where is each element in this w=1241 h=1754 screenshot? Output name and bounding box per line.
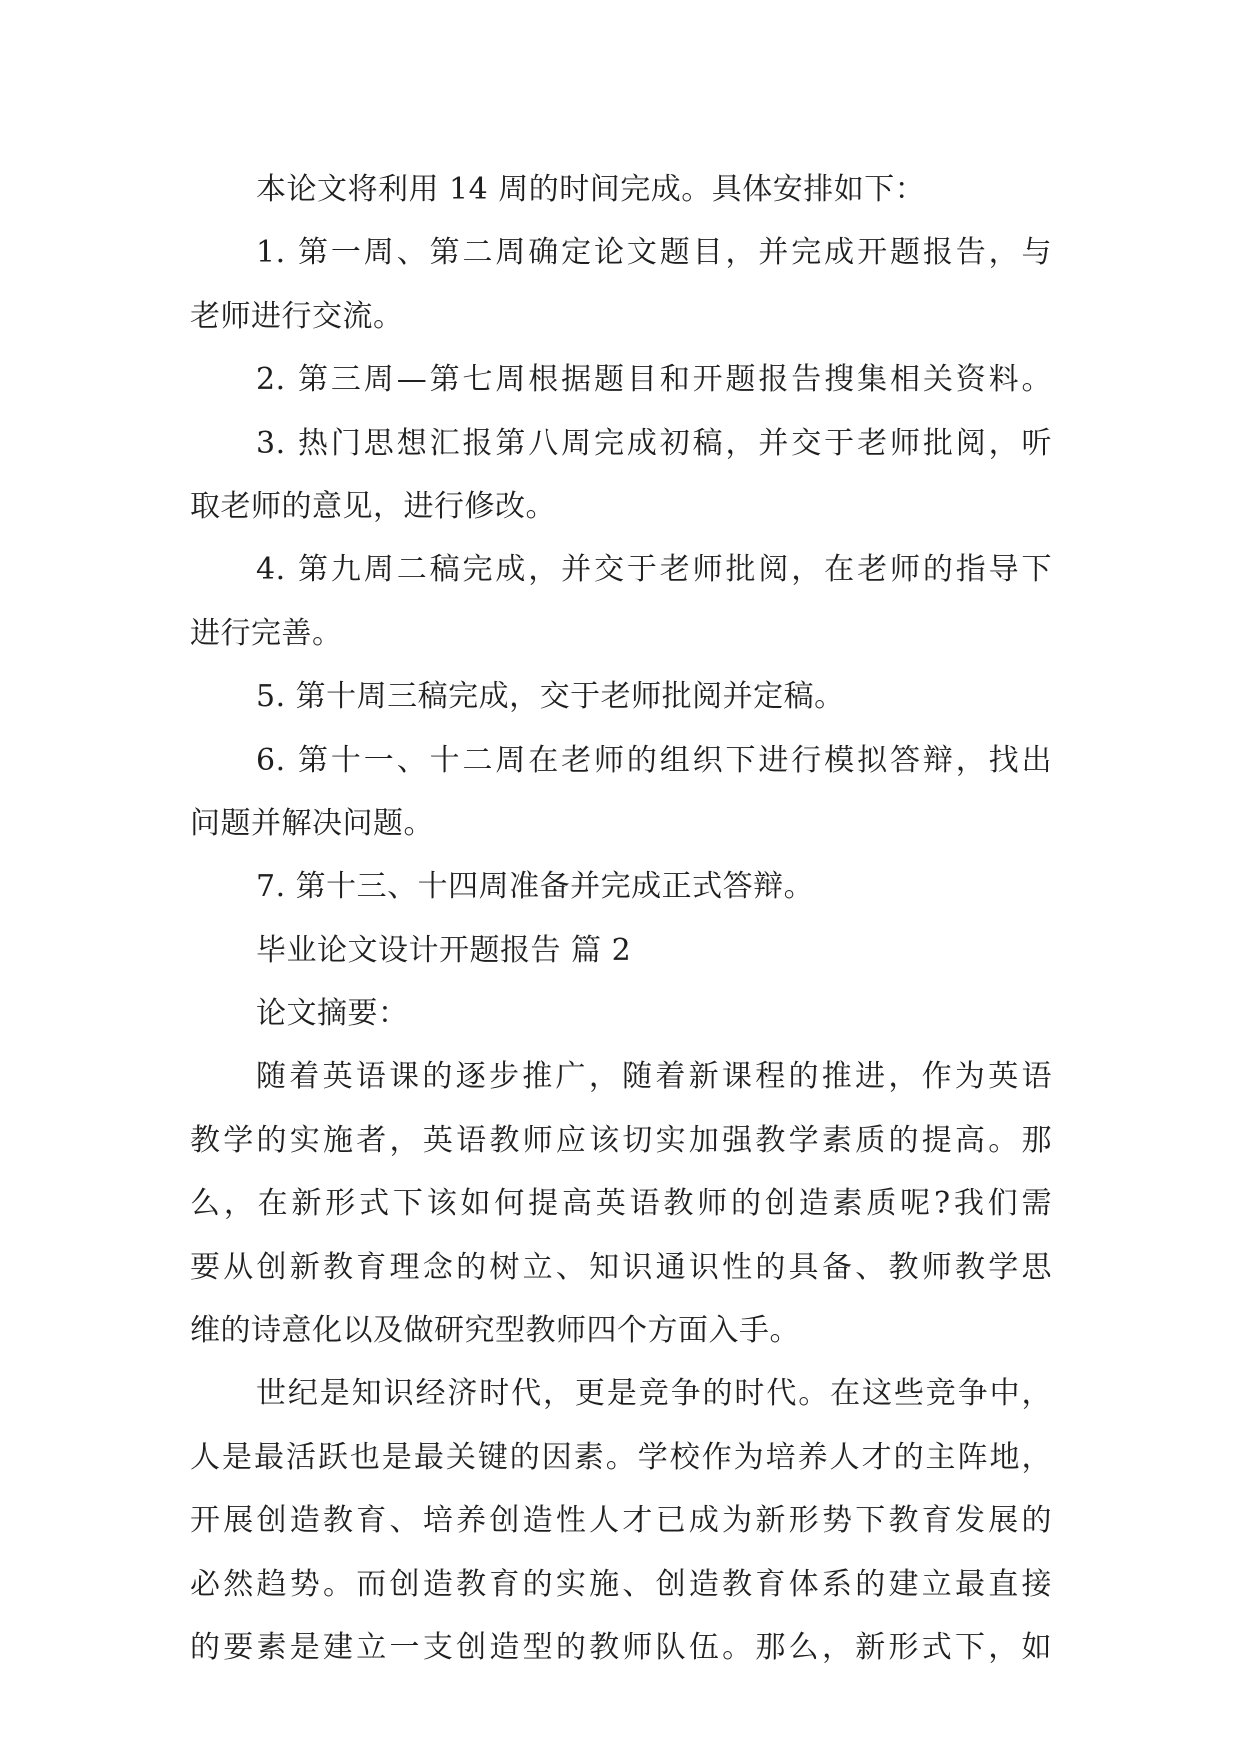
- text-line-2: 1. 第一周、第二周确定论文题目，并完成开题报告，与: [256, 235, 1052, 271]
- text-line-8: 进行完善。: [190, 615, 343, 651]
- text-line-10: 6. 第十一、十二周在老师的组织下进行模拟答辩，找出: [256, 742, 1052, 778]
- text-line-7: 4. 第九周二稿完成，并交于老师批阅，在老师的指导下: [256, 552, 1052, 588]
- text-line-22: 开展创造教育、培养创造性人才已成为新形势下教育发展的: [190, 1503, 1052, 1539]
- text-line-19: 维的诗意化以及做研究型教师四个方面入手。: [190, 1313, 800, 1349]
- text-line-5: 3. 热门思想汇报第八周完成初稿，并交于老师批阅，听: [256, 425, 1052, 461]
- text-line-23: 必然趋势。而创造教育的实施、创造教育体系的建立最直接: [190, 1566, 1052, 1602]
- section-heading: 毕业论文设计开题报告 篇 2: [256, 932, 632, 968]
- text-line-18: 要从创新教育理念的树立、知识通识性的具备、教师教学思: [190, 1249, 1052, 1285]
- text-line-16: 教学的实施者，英语教师应该切实加强教学素质的提高。那: [190, 1122, 1052, 1158]
- text-line-1: 本论文将利用 14 周的时间完成。具体安排如下：: [256, 172, 926, 207]
- text-line-21: 人是最活跃也是最关键的因素。学校作为培养人才的主阵地，: [190, 1439, 1052, 1475]
- document-body: [190, 158, 1052, 1679]
- text-line-9: 5. 第十周三稿完成，交于老师批阅并定稿。: [256, 679, 845, 715]
- text-line-15: 随着英语课的逐步推广，随着新课程的推进，作为英语: [256, 1059, 1052, 1095]
- text-line-11: 问题并解决问题。: [190, 805, 434, 841]
- text-line-12: 7. 第十三、十四周准备并完成正式答辩。: [256, 869, 815, 905]
- text-line-24: 的要素是建立一支创造型的教师队伍。那么，新形式下，如: [190, 1629, 1052, 1665]
- text-line-3: 老师进行交流。: [190, 298, 404, 334]
- text-line-4: 2. 第三周—第七周根据题目和开题报告搜集相关资料。: [256, 362, 1052, 398]
- abstract-label: 论文摘要：: [256, 996, 409, 1032]
- text-line-17: 么，在新形式下该如何提高英语教师的创造素质呢?我们需: [190, 1186, 1052, 1222]
- text-line-6: 取老师的意见，进行修改。: [190, 488, 556, 524]
- text-line-20: 世纪是知识经济时代，更是竞争的时代。在这些竞争中，: [256, 1376, 1052, 1412]
